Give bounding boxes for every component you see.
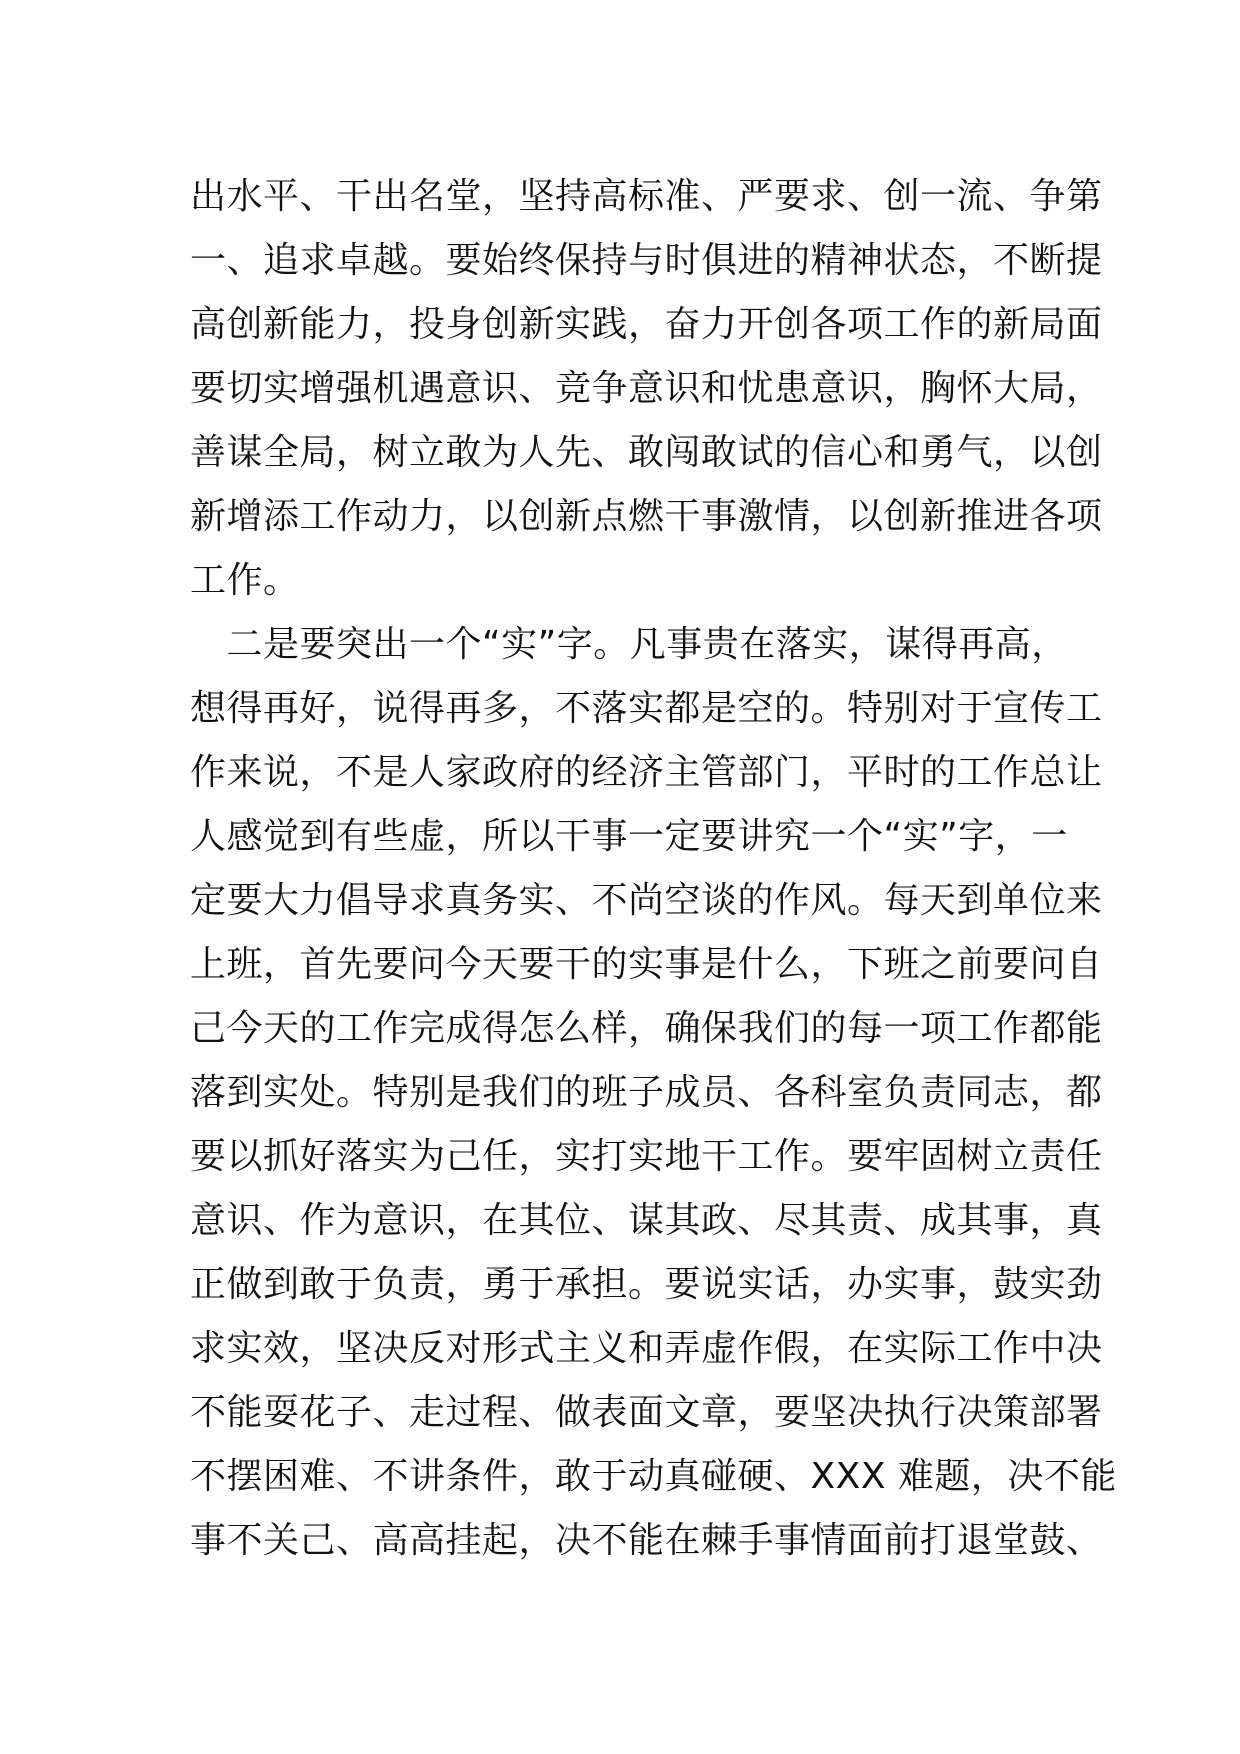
text-line: 求实效，坚决反对形式主义和弄虚作假，在实际工作中决 [190,1328,1103,1369]
text-line: 正做到敢于负责，勇于承担。要说实话，办实事，鼓实劲 [190,1264,1103,1305]
text-line: 意识、作为意识，在其位、谋其政、尽其责、成其事，真 [190,1200,1103,1241]
text-line: 善谋全局，树立敢为人先、敢闯敢试的信心和勇气，以创 [190,432,1103,473]
text-line: 工作。 [190,560,300,601]
text-line: 不能耍花子、走过程、做表面文章，要坚决执行决策部署 [190,1392,1103,1433]
text-line: 定要大力倡导求真务实、不尚空谈的作风。每天到单位来 [190,880,1103,921]
body-text [190,165,1117,1573]
text-line: 作来说，不是人家政府的经济主管部门，平时的工作总让 [190,752,1103,793]
text-line: 不摆困难、不讲条件，敢于动真碰硬、XXX 难题，决不能 [190,1456,1117,1497]
text-line: 二是要突出一个“实”字。凡事贵在落实，谋得再高， [190,624,1068,665]
text-line: 落到实处。特别是我们的班子成员、各科室负责同志，都 [190,1072,1103,1113]
text-line: 一、追求卓越。要始终保持与时俱进的精神状态，不断提 [190,240,1103,281]
text-line: 上班，首先要问今天要干的实事是什么，下班之前要问自 [190,944,1103,985]
text-line: 要以抓好落实为己任，实打实地干工作。要牢固树立责任 [190,1136,1103,1177]
text-line: 新增添工作动力，以创新点燃干事激情，以创新推进各项 [190,496,1103,537]
text-line: 要切实增强机遇意识、竞争意识和忧患意识，胸怀大局， [190,368,1103,409]
text-line: 高创新能力，投身创新实践，奋力开创各项工作的新局面 [190,304,1103,345]
text-line: 出水平、干出名堂，坚持高标准、严要求、创一流、争第 [190,176,1103,217]
text-line: 想得再好，说得再多，不落实都是空的。特别对于宣传工 [190,688,1103,729]
text-line: 事不关己、高高挂起，决不能在棘手事情面前打退堂鼓、 [190,1520,1103,1561]
text-line: 己今天的工作完成得怎么样，确保我们的每一项工作都能 [190,1008,1103,1049]
text-line: 人感觉到有些虚，所以干事一定要讲究一个“实”字，一 [190,816,1068,857]
